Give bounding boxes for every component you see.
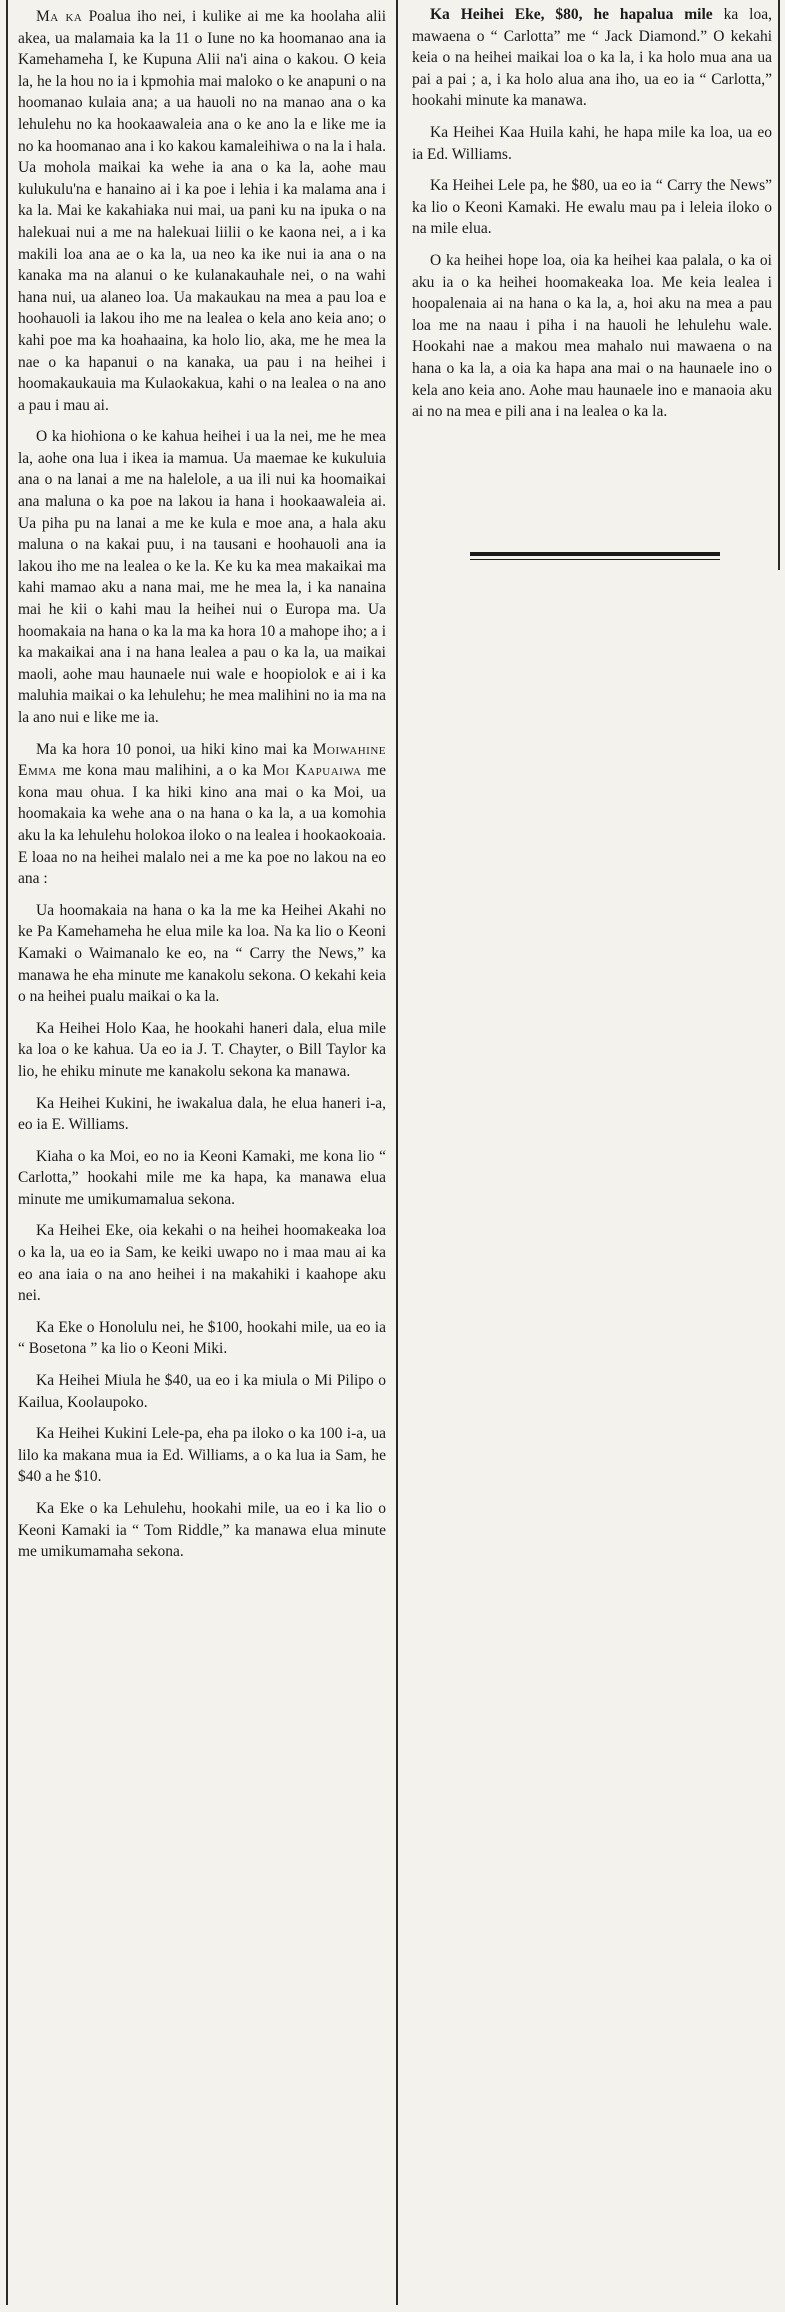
column-divider-rule xyxy=(396,0,398,2305)
left-column xyxy=(18,0,386,1573)
paragraph-text: Ua hoomakaia na hana o ka la me ka Heihei Akahi no ke Pa Kamehameha he elua mile ka loa. Na ka lio o Keoni Kamaki o Waimanalo ke eo, na “ Carry the News,” ka manawa he eha minute me kanakolu sekona. O kekahi keia o na heihei pualu maikai o ka la. xyxy=(18,901,386,1006)
right-column xyxy=(412,0,772,433)
bold-heading-text: Ka Heihei Eke, $80, he hapalua mile xyxy=(430,6,713,23)
paragraph-1 xyxy=(18,6,386,416)
paragraph-text: O ka heihei hope loa, oia ka heihei kaa palala, o ka oi aku ia o ka heihei hoomakeaka loa. Me keia lealea i hoopalenaia ai na hana o ka la, a, hoi aku na mea a pau loa me na naau i piha i na hauoli he lehulehu wale. Hookahi nae a makou mea mahalo nui mawaena o na hana o ka la, a oia ka hapa ana mai o na haunaele ino o kela ano keia ano. Aohe mau haunaele ino e manaoia aku ai no na mea e pili ana i na lealea o ka la. xyxy=(412,251,772,421)
paragraph-text: Ka Heihei Kukini, he iwakalua dala, he elua haneri i-a, eo ia E. Williams. xyxy=(18,1094,386,1134)
paragraph-12 xyxy=(18,1498,386,1563)
paragraph-text: me kona mau malihini, a o ka xyxy=(56,762,263,780)
left-border-rule xyxy=(6,0,8,2305)
paragraph-4 xyxy=(18,900,386,1008)
paragraph-text: Poalua iho nei, i kulike ai me ka hoolaha alii akea, ua malamaia ka la 11 o Iune no ka hoomanao ana ia Kamehameha I, ke Kupuna Alii na'i aina o kakou. O keia la, he la hou no ia i kpmohia mai maloko o ke anapuni o na hoomanao kulaia ana; a ua hauoli no na manao ana o ka lehulehu no ka hookaawaleia ana o ke ano la e like me ia no ka hoomanao ana i ko kakou kamaleihiwa o na la i hala. Ua mohola maikai ka wehe ia ana o ka la, aohe mau kulukulu'na e hanaino ai i ka poe i lehia i ka malama ana i ka la. Mai ke kakahiaka nui mai, ua pani ku na ipuka o na halekuai nui a me na halekuai liilii o ke kaona nei, a i ka makili loa ana ae o ka la, ua neo ka ike nui ia ana o na kanaka ma na alanui o ke kulanakauhale nei, o na wahi hana nui, ua alaneo loa. Ua makaukau na mea a pau loa e hoohauoli ia lakou iho me na lealea o kela ano keia ano; o kahi poe ma ka hoahaaina, ka holo lio, aka, me he mea la nae o ka hapanui o na kanaka, ua pau i na heihei i hoomakaukauia ma Kulaokakua, kahi o na lealea o na ano a pau i mau ai. xyxy=(18,8,386,414)
paragraph-7 xyxy=(18,1146,386,1211)
paragraph-text: Kiaha o ka Moi, eo no ia Keoni Kamaki, me kona lio “ Carlotta,” hookahi mile me ka hapa, ka manawa elua minute me umikumamalua sekona. xyxy=(18,1147,386,1208)
paragraph-text: me kona mau ohua. I ka hiki kino ana mai o ka Moi, ua hoomakaia ka wehe ana o na hana o ka la, a ua komohia aku la ka lehulehu holokoa iloko o na lealea i hookaokoaia. E loaa no na heihei malalo nei a me ka poe no lakou na eo ana : xyxy=(18,762,387,888)
king-name: Moi Kapuaiwa xyxy=(262,762,362,780)
article-end-rule xyxy=(470,552,720,556)
paragraph-11 xyxy=(18,1423,386,1488)
paragraph-15 xyxy=(412,175,772,240)
paragraph-16 xyxy=(412,250,772,423)
paragraph-13 xyxy=(412,4,772,112)
paragraph-10 xyxy=(18,1370,386,1413)
paragraph-text: Ka Eke o Honolulu nei, he $100, hookahi mile, ua eo ia “ Bosetona ” ka lio o Keoni Miki. xyxy=(18,1318,386,1358)
paragraph-9 xyxy=(18,1317,386,1360)
paragraph-8 xyxy=(18,1220,386,1306)
paragraph-text: Ka Heihei Eke, oia kekahi o na heihei hoomakeaka loa o ka la, ua eo ia Sam, ke keiki uwapo no i maa mau ai ka eo ana iaia o na ano heihei i na makahiki i kaahope aku nei. xyxy=(18,1222,386,1305)
paragraph-2 xyxy=(18,426,386,728)
paragraph-5 xyxy=(18,1018,386,1083)
paragraph-text: Ka Heihei Kukini Lele-pa, eha pa iloko o ka 100 i-a, ua lilo ka makana mua ia Ed. Williams, a o ka lua ia Sam, he $40 a he $10. xyxy=(18,1425,386,1486)
paragraph-text: Ma ka hora 10 ponoi, ua hiki kino mai ka xyxy=(36,740,313,758)
paragraph-text: Ka Heihei Kaa Huila kahi, he hapa mile ka loa, ua eo ia Ed. Williams. xyxy=(412,123,772,163)
paragraph-3 xyxy=(18,739,386,890)
queen-name: Moiwahine Emma xyxy=(18,740,386,780)
paragraph-text: ka loa, mawaena o “ Carlotta” me “ Jack Diamond.” O kekahi keia o na heihei maikai loa o ka la, i ka holo mua ana ua pai a pai ; a, i ka holo alua ana iho, ua eo ia “ Carlotta,” hookahi minute ka manawa. xyxy=(412,6,772,110)
article-end-rule-thin xyxy=(470,559,720,560)
paragraph-14 xyxy=(412,122,772,165)
right-border-rule xyxy=(778,0,780,570)
paragraph-text: Ka Heihei Miula he $40, ua eo i ka miula o Mi Pilipo o Kailua, Koolaupoko. xyxy=(18,1372,386,1411)
paragraph-text: Ka Heihei Lele pa, he $80, ua eo ia “ Carry the News” ka lio o Keoni Kamaki. He ewalu mau pa i leleia iloko o na mile elua. xyxy=(412,177,772,238)
paragraph-text: O ka hiohiona o ke kahua heihei i ua la nei, me he mea la, aohe ona lua i ikea ia mamua. Ua maemae ke kukuluia ana o na lanai a me na halelole, a ua ili nui ka hoomaikai ana maluna o ka poe na lakou ia hana i hookaawaleia ai. Ua piha pu na lanai a me ke kula e moe ana, a hala aku maluna o na kakai puu, i na tausani e hoohauoli ana ia lakou iho me na lealea o ke la. Ke ku ka mea makaikai ma kahi mamao aku a nana mai, me he mea la, i ka nanaina mai he kii o kahi mau la heihei nui o Europa ma. Ua hoomakaia na hana o ka la ma ka hora 10 a mahope iho; a i ka makaikai ana i na hana lealea a pau o ka la, ua maikai maoli, aohe mau haunaele nui wale e hoopiolok e ai i ka maluhia maikai o ka lehulehu; he mea malihini no ia ma na la ano nui e like me ia. xyxy=(18,428,386,726)
lead-words: Ma ka xyxy=(36,8,83,25)
paragraph-6 xyxy=(18,1093,386,1136)
paragraph-text: Ka Heihei Holo Kaa, he hookahi haneri dala, elua mile ka loa o ke kahua. Ua eo ia J. T. Chayter, o Bill Taylor ka lio, he ehiku minute me kanakolu sekona ka manawa. xyxy=(18,1019,386,1080)
paragraph-text: Ka Eke o ka Lehulehu, hookahi mile, ua eo i ka lio o Keoni Kamaki ia “ Tom Riddle,” ka manawa elua minute me umikumamaha sekona. xyxy=(18,1500,386,1561)
